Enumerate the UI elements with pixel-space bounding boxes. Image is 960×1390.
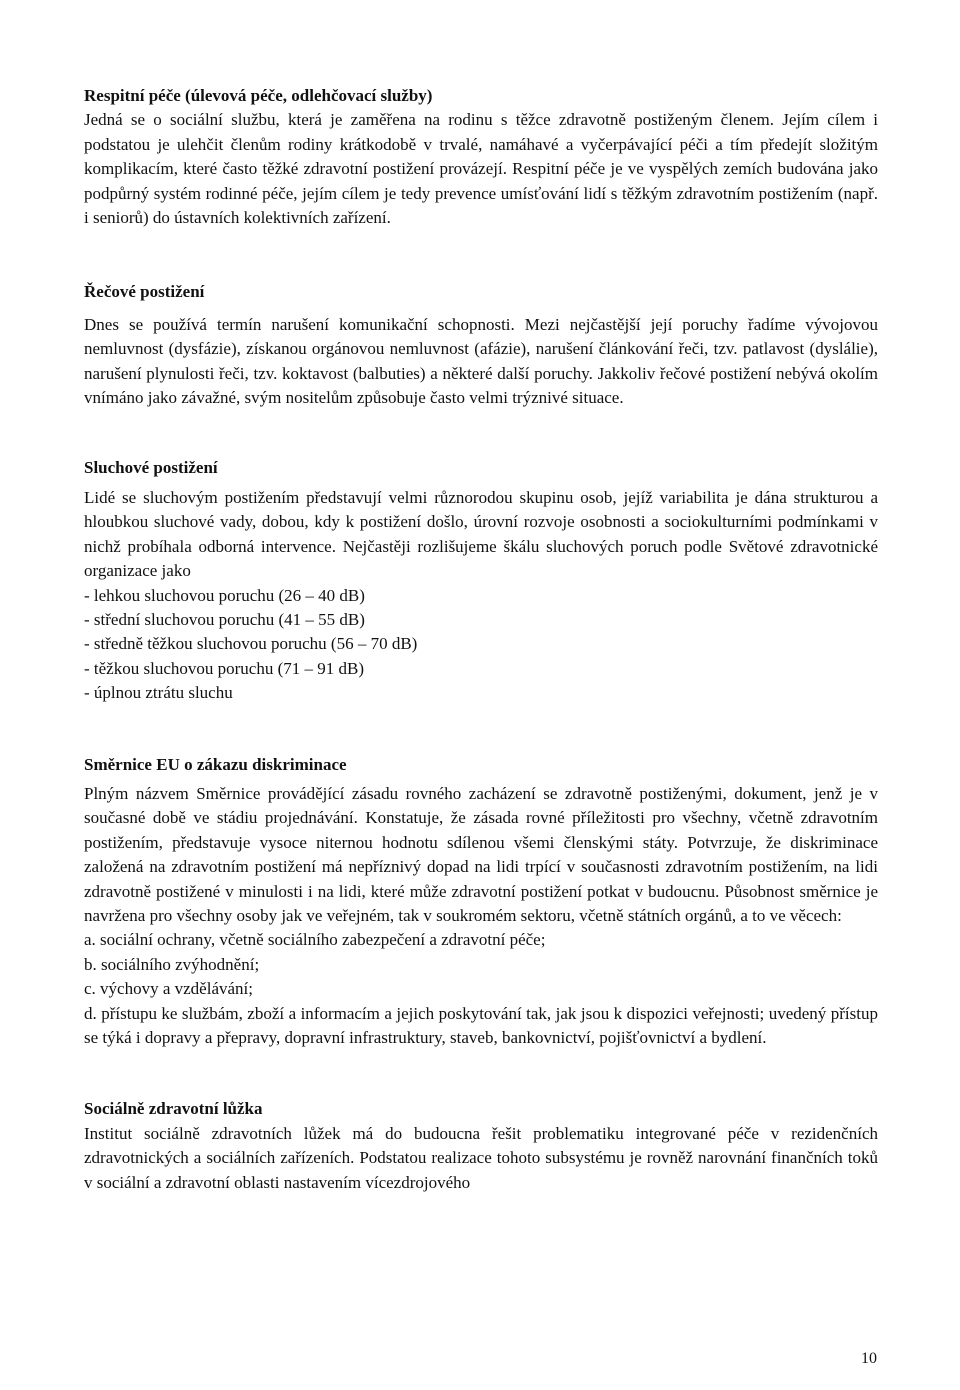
section-paragraph: Institut sociálně zdravotních lůžek má do budoucna řešit problematiku integrované péče v rezidenčních zdravotnických a sociálních zařízeních. Podstatou realizace tohoto subsystému je rovněž narovnání finančních toků v sociální a zdravotní oblasti nastavením vícezdrojového — [84, 1123, 878, 1192]
list-item: a. sociální ochrany, včetně sociálního zabezpečení a zdravotní péče; — [84, 930, 546, 950]
section-recove-postizeni — [84, 280, 878, 410]
section-heading: Sociálně zdravotní lůžka — [84, 1099, 263, 1119]
list-item-paragraph: d. přístupu ke službám, zboží a informacím a jejich poskytování tak, jak jsou k dispozici veřejnosti; uvedený přístup se týká i dopravy a přepravy, dopravní infrastruktury, staveb, bankovnictví, pojišťovnictví a bydlení. — [84, 1003, 878, 1047]
section-paragraph: Plným názvem Směrnice provádějící zásadu rovného zacházení se zdravotně postiženými, dokument, jenž je v současné době ve stádiu projednávání. Konstatuje, že zásada rovné příležitosti pro všechny, včetně zdravotním postižením, představuje vysoce niternou hodnotu sdílenou všemi členskými státy. Potvrzuje, že diskriminace založená na zdravotním postižení má nepříznivý dopad na lidi trpící v současnosti zdravotním postižením, na lidi zdravotně postižené v minulosti i na lidi, které může zdravotní postižení potkat v budoucnu. Působnost směrnice je navržena pro všechny osoby jak ve veřejném, tak v soukromém sektoru, včetně státních orgánů, a to ve věcech: — [84, 783, 878, 925]
document-page — [84, 84, 878, 1195]
section-heading: Respitní péče (úlevová péče, odlehčovací služby) — [84, 86, 433, 105]
list-item: - úplnou ztrátu sluchu — [84, 683, 233, 703]
list-item: b. sociálního zvýhodnění; — [84, 954, 260, 974]
list-item: - středně těžkou sluchovou poruchu (56 – 70 dB) — [84, 634, 418, 654]
section-sluchove-postizeni — [84, 456, 878, 705]
section-heading: Směrnice EU o zákazu diskriminace — [84, 754, 347, 774]
section-heading: Řečové postižení — [84, 282, 205, 302]
section-paragraph: Jedná se o sociální službu, která je zaměřena na rodinu s těžce zdravotně postiženým členem. Jejím cílem i podstatou je ulehčit členům rodiny krátkodobě v trvalé, namáhavé a vyčerpávající péči a tím předejít složitým komplikacím, které často těžké zdravotní postižení provázejí. Respitní péče je ve vyspělých zemích budována jako podpůrný systém rodinné péče, jejím cílem je tedy prevence umísťování lidí s těžkým zdravotním postižením (např. i seniorů) do ústavních kolektivních zařízení. — [84, 110, 878, 228]
section-paragraph: Lidé se sluchovým postižením představují velmi různorodou skupinu osob, jejíž variabilita je dána strukturou a hloubkou sluchové vady, dobou, kdy k postižení došlo, úrovní rozvoje osobnosti a sociokulturními podmínkami v nichž probíhala odborná intervence. Nejčastěji rozlišujeme škálu sluchových poruch podle Světové zdravotnické organizace jako — [84, 487, 878, 581]
list-item: - střední sluchovou poruchu (41 – 55 dB) — [84, 609, 365, 629]
section-smernice-eu — [84, 753, 878, 1051]
section-socialne-zdravotni-luzka — [84, 1097, 878, 1195]
section-paragraph: Dnes se používá termín narušení komunikační schopnosti. Mezi nejčastější její poruchy řadíme vývojovou nemluvnost (dysfázie), získanou orgánovou nemluvnost (afázie), narušení článkování řeči, tzv. patlavost (dyslálie), narušení plynulosti řeči, tzv. koktavost (balbuties) a některé další poruchy. Jakkoliv řečové postižení nebývá okolím vnímáno jako závažné, svým nositelům způsobuje často velmi trýznivé situace. — [84, 314, 878, 408]
section-respitni-pece — [84, 84, 878, 230]
list-item: - lehkou sluchovou poruchu (26 – 40 dB) — [84, 585, 365, 605]
section-heading: Sluchové postižení — [84, 458, 218, 478]
page-number: 10 — [861, 1350, 877, 1367]
list-item: - těžkou sluchovou poruchu (71 – 91 dB) — [84, 658, 364, 678]
list-item: c. výchovy a vzdělávání; — [84, 979, 253, 999]
